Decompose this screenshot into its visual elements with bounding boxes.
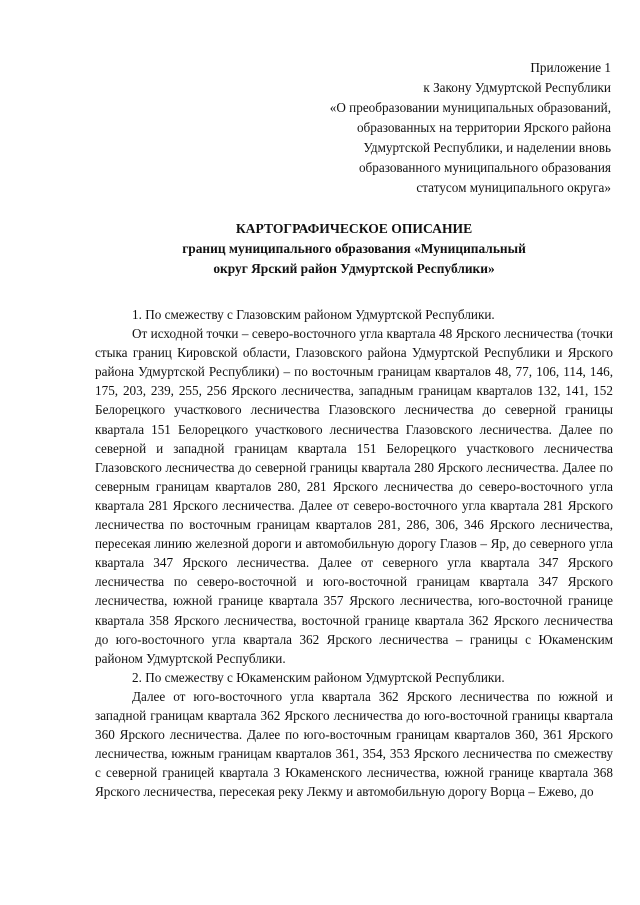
title-subtitle-line-1: границ муниципального образования «Муниципальный bbox=[182, 241, 526, 256]
appendix-line: образованных на территории Ярского района bbox=[356, 120, 611, 135]
document-body bbox=[95, 305, 613, 801]
appendix-line: «О преобразовании муниципальных образований, bbox=[329, 100, 611, 115]
section-heading-2: 2. По смежеству с Юкаменским районом Удмуртской Республики. bbox=[132, 669, 505, 685]
section-paragraph-2: Далее от юго-восточного угла квартала 362 Ярского лесничества по южной и западной границам квартала 362 Ярского лесничества до юго-восточной границы квартала 360 Ярского лесничества. Далее по юго-восточным границам кварталов 360, 361 Ярского лесничества, южным границам кварталов 361, 354, 353 Ярского лесничества по смежеству с северной границей квартала 3 Юкаменского лесничества, южной границе квартала 368 Ярского лесничества, пересекая реку Лекму и автомобильную дорогу Ворца – Ежево, до bbox=[95, 688, 613, 800]
appendix-line: Удмуртской Республики, и наделении вновь bbox=[363, 140, 611, 155]
section-heading-1: 1. По смежеству с Глазовским районом Удмуртской Республики. bbox=[132, 307, 495, 322]
appendix-line: Приложение 1 bbox=[530, 60, 611, 75]
title-subtitle-line-2: округ Ярский район Удмуртской Республики» bbox=[213, 261, 495, 276]
title-main: КАРТОГРАФИЧЕСКОЕ ОПИСАНИЕ bbox=[235, 221, 473, 236]
appendix-line: статусом муниципального округа» bbox=[416, 180, 611, 195]
appendix-line: к Закону Удмуртской Республики bbox=[423, 80, 611, 95]
appendix-header bbox=[231, 58, 611, 198]
document-title bbox=[95, 219, 613, 279]
appendix-line: образованного муниципального образования bbox=[358, 160, 611, 175]
section-paragraph-1: От исходной точки – северо-восточного угла квартала 48 Ярского лесничества (точки стыка границ Кировской области, Глазовского района Удмуртской Республики и Ярского района Удмуртской Республики) – по восточным границам кварталов 48, 77, 106, 114, 146, 175, 203, 239, 255, 256 Ярского лесничества, западным границам кварталов 132, 141, 152 Белорецкого участкового лесничества Глазовского лесничества до северной границы квартала 151 Белорецкого участкового лесничества Глазовского лесничества. Далее по северной и западной границам квартала 151 Белорецкого участкового лесничества Глазовского лесничества до северной границы квартала 280 Ярского лесничества. Далее по северным границам кварталов 280, 281 Ярского лесничества до северо-восточного угла квартала 281 Ярского лесничества. Далее от северо-восточного угла квартала 281 Ярского лесничества по восточным границам кварталов 281, 286, 306, 346 Ярского лесничества, пересекая линию железной дороги и автомобильную дорогу Глазов – Яр, до северного угла квартала 347 Ярского лесничества. Далее от северного угла квартала 347 Ярского лесничества по северо-восточной и юго-восточной границам квартала 347 Ярского лесничества, южной границе квартала 357 Ярского лесничества, юго-восточной границе квартала 358 Ярского лесничества, восточной границе квартала 362 Ярского лесничества до юго-восточного угла квартала 362 Ярского лесничества – границы с Юкаменским районом Удмуртской Республики. bbox=[95, 326, 613, 666]
